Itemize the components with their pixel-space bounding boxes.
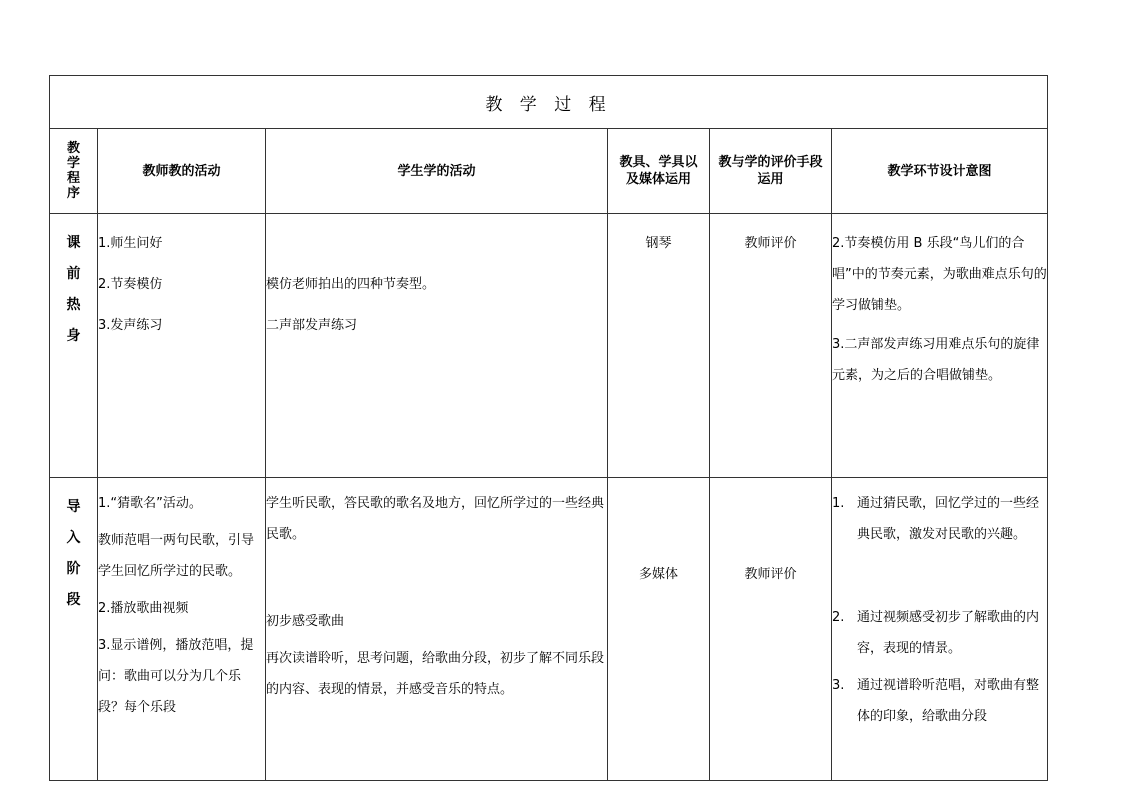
table-title: 教 学 过 程 <box>50 76 1048 129</box>
tools-media: 钢琴 <box>608 214 710 478</box>
stage-label: 导 入 阶 段 <box>50 478 98 781</box>
design-intent: 2.节奏模仿用 B 乐段“鸟儿们的合唱”中的节奏元素，为歌曲难点乐句的学习做铺垫。 3.二声部发声练习用难点乐句的旋律元素，为之后的合唱做铺垫。 <box>832 214 1048 478</box>
header-row <box>50 129 1048 214</box>
header-evaluation: 教与学的评价手段运用 <box>710 129 832 214</box>
evaluation-method: 教师评价 <box>710 478 832 781</box>
intent-item: 3. 通过视谱聆听范唱，对歌曲有整体的印象，给歌曲分段 <box>832 678 1040 724</box>
tools-media: 多媒体 <box>608 478 710 781</box>
teacher-activity: 1.“猜歌名”活动。 教师范唱一两句民歌，引导学生回忆所学过的民歌。 2.播放歌曲视频 3.显示谱例，播放范唱，提问：歌曲可以分为几个乐段？每个乐段 <box>98 478 266 781</box>
evaluation-method: 教师评价 <box>710 214 832 478</box>
intent-item: 2. 通过视频感受初步了解歌曲的内容，表现的情景。 <box>832 610 1040 656</box>
stage-label: 课 前 热 身 <box>50 214 98 478</box>
table-row <box>50 478 1048 781</box>
table-row <box>50 214 1048 478</box>
header-intent: 教学环节设计意图 <box>832 129 1048 214</box>
student-activity: 学生听民歌，答民歌的歌名及地方，回忆所学过的一些经典民歌。 初步感受歌曲 再次读谱聆听，思考问题，给歌曲分段，初步了解不同乐段的内容、表现的情景，并感受音乐的特点。 <box>266 478 608 781</box>
lesson-process-table <box>49 75 1048 781</box>
student-activity: 模仿老师拍出的四种节奏型。 二声部发声练习 <box>266 214 608 478</box>
design-intent <box>832 478 1048 781</box>
header-tools: 教具、学具以及媒体运用 <box>608 129 710 214</box>
intent-item: 1. 通过猜民歌，回忆学过的一些经典民歌，激发对民歌的兴趣。 <box>832 496 1040 542</box>
header-student: 学生学的活动 <box>266 129 608 214</box>
header-program: 教 学 程 序 <box>50 129 98 214</box>
teacher-activity: 1.师生问好 2.节奏模仿 3.发声练习 <box>98 214 266 478</box>
header-teacher: 教师教的活动 <box>98 129 266 214</box>
